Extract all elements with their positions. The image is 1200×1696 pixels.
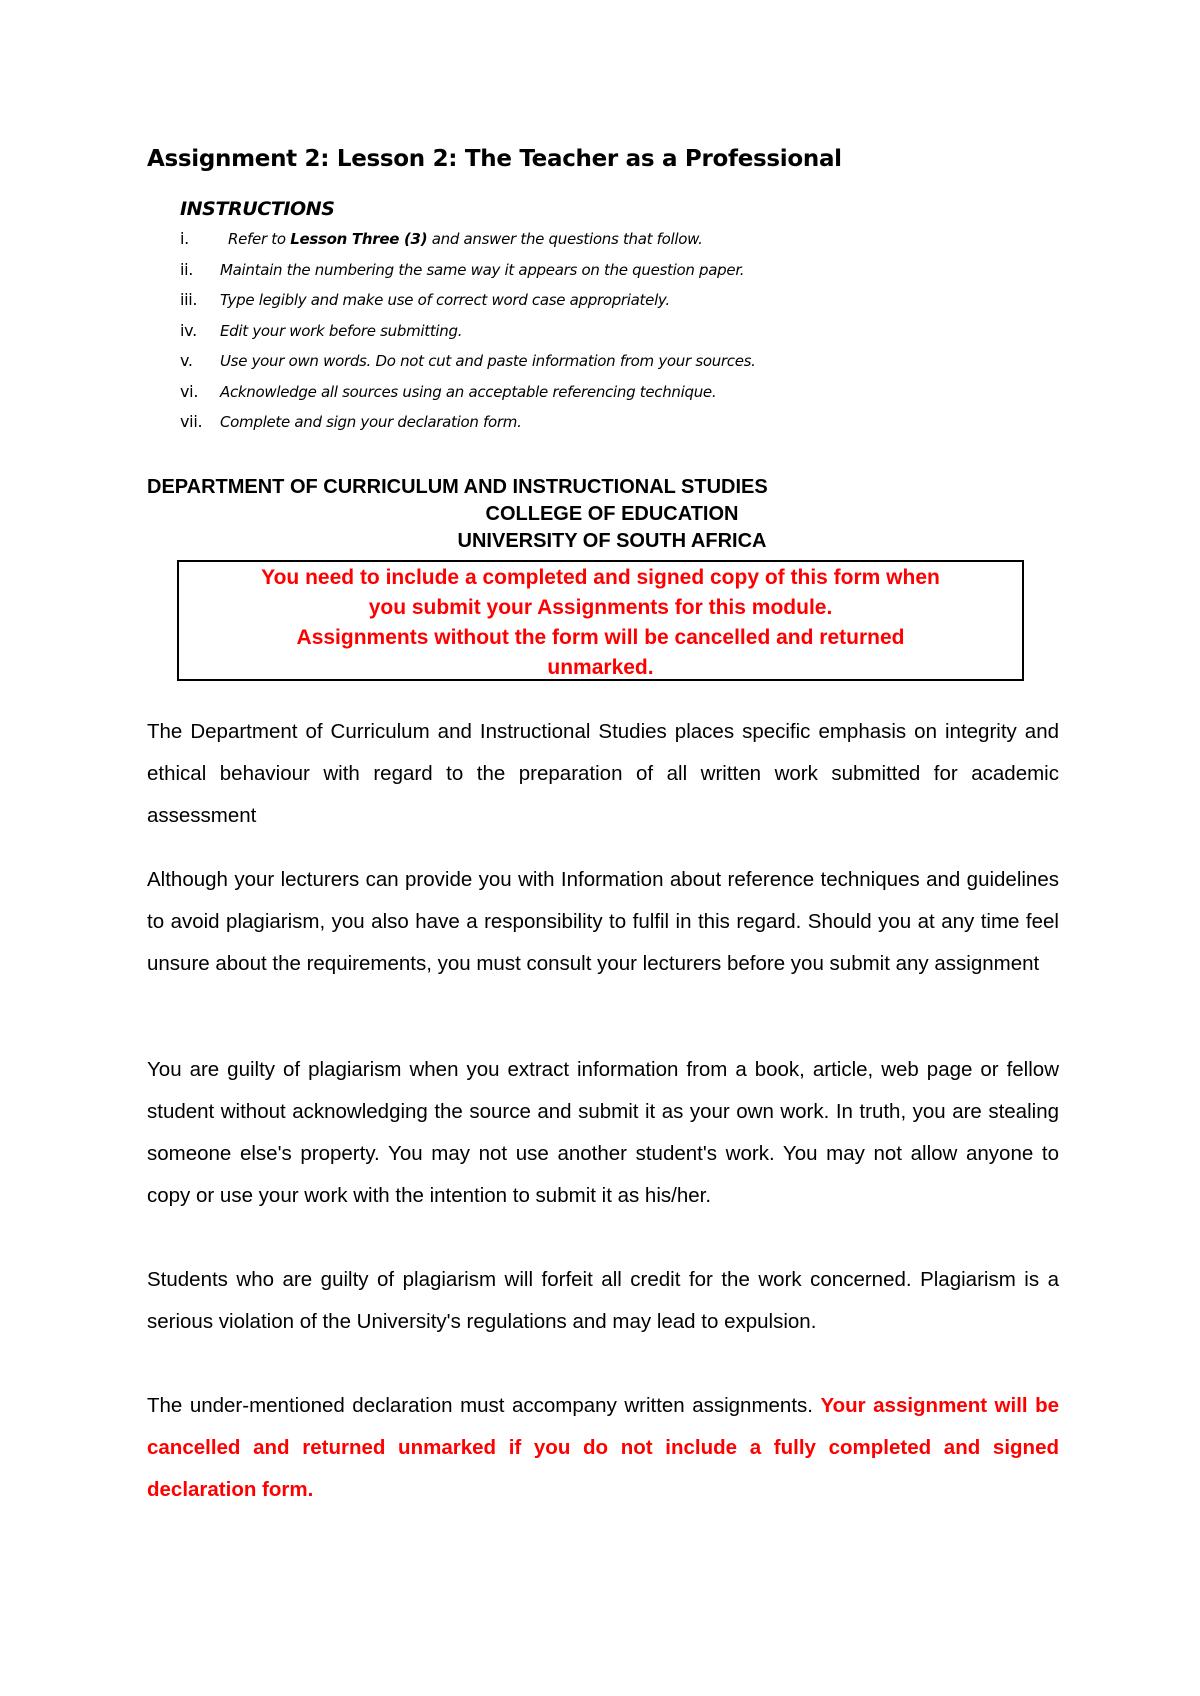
instructions-list <box>180 224 756 438</box>
instruction-text: Maintain the numbering the same way it appears on the question paper. <box>220 260 745 279</box>
declaration-warning-text: Your assignment will be cancelled and returned unmarked if you do not include a fully completed and signed declaration form. <box>147 1394 1059 1501</box>
instruction-text: Complete and sign your declaration form. <box>220 413 522 431</box>
notice-line: unmarked. <box>547 656 654 679</box>
instruction-item <box>180 285 670 316</box>
instruction-item <box>180 224 703 255</box>
declaration-requirement-text: The under-mentioned declaration must accompany written assignments. <box>147 1394 821 1417</box>
department-name: DEPARTMENT OF CURRICULUM AND INSTRUCTIONAL STUDIES <box>147 476 768 498</box>
university-name: UNIVERSITY OF SOUTH AFRICA <box>457 530 767 552</box>
instruction-item <box>180 346 756 377</box>
instruction-text: Edit your work before submitting. <box>220 321 463 340</box>
college-name: COLLEGE OF EDUCATION <box>485 503 739 525</box>
instruction-text: Use your own words. Do not cut and paste information from your sources. <box>220 352 756 370</box>
instruction-number: iv. <box>180 320 197 340</box>
instruction-text: Acknowledge all sources using an acceptable referencing technique. <box>220 382 717 401</box>
instruction-number: ii. <box>180 259 194 279</box>
lecturer-guidance-paragraph: Although your lecturers can provide you with Information about reference techniques and guidelines to avoid plagiarism, you also have a responsibility to fulfil in this regard. Should you at any time feel unsure about the requirements, you must consult your lecturers before you submit any assignment <box>147 868 1059 975</box>
plagiarism-definition-paragraph: You are guilty of plagiarism when you extract information from a book, article, web page or fellow student without acknowledging the source and submit it as your own work. In truth, you are stealing someone else's property. You may not use another student's work. You may not allow anyone to copy or use your work with the intention to submit it as his/her. <box>147 1058 1059 1207</box>
instruction-number: v. <box>180 351 193 370</box>
integrity-paragraph: The Department of Curriculum and Instructional Studies places specific emphasis on integrity and ethical behaviour with regard to the preparation of all written work submitted for academic assessment <box>147 720 1059 827</box>
instruction-item <box>180 377 717 408</box>
lesson-reference: Lesson Three (3) <box>290 230 428 248</box>
instruction-item <box>180 316 463 347</box>
notice-line: Assignments without the form will be cancelled and returned <box>296 626 905 649</box>
instruction-item <box>180 407 522 438</box>
instructions-heading: INSTRUCTIONS <box>180 198 335 220</box>
instruction-number: vii. <box>180 412 203 431</box>
notice-line: you submit your Assignments for this module. <box>368 596 833 619</box>
instruction-item <box>180 255 745 286</box>
instruction-number: iii. <box>180 290 198 309</box>
instruction-text: Type legibly and make use of correct word case appropriately. <box>220 291 670 309</box>
department-header <box>147 474 907 555</box>
plagiarism-consequence-paragraph: Students who are guilty of plagiarism will forfeit all credit for the work concerned. Plagiarism is a serious violation of the University's regulations and may lead to expulsion. <box>147 1268 1059 1333</box>
warning-notice-box <box>177 560 1024 681</box>
instruction-number: vi. <box>180 381 199 401</box>
instruction-number: i. <box>180 229 189 248</box>
notice-line: You need to include a completed and signed copy of this form when <box>261 566 940 589</box>
instruction-text-after: and answer the questions that follow. <box>427 230 703 248</box>
instruction-text <box>228 224 703 255</box>
assignment-title: Assignment 2: Lesson 2: The Teacher as a Professional <box>147 146 842 172</box>
instructions-section <box>180 198 756 438</box>
instruction-text-before: Refer to <box>228 230 291 248</box>
declaration-requirement-paragraph <box>147 1385 1059 1511</box>
